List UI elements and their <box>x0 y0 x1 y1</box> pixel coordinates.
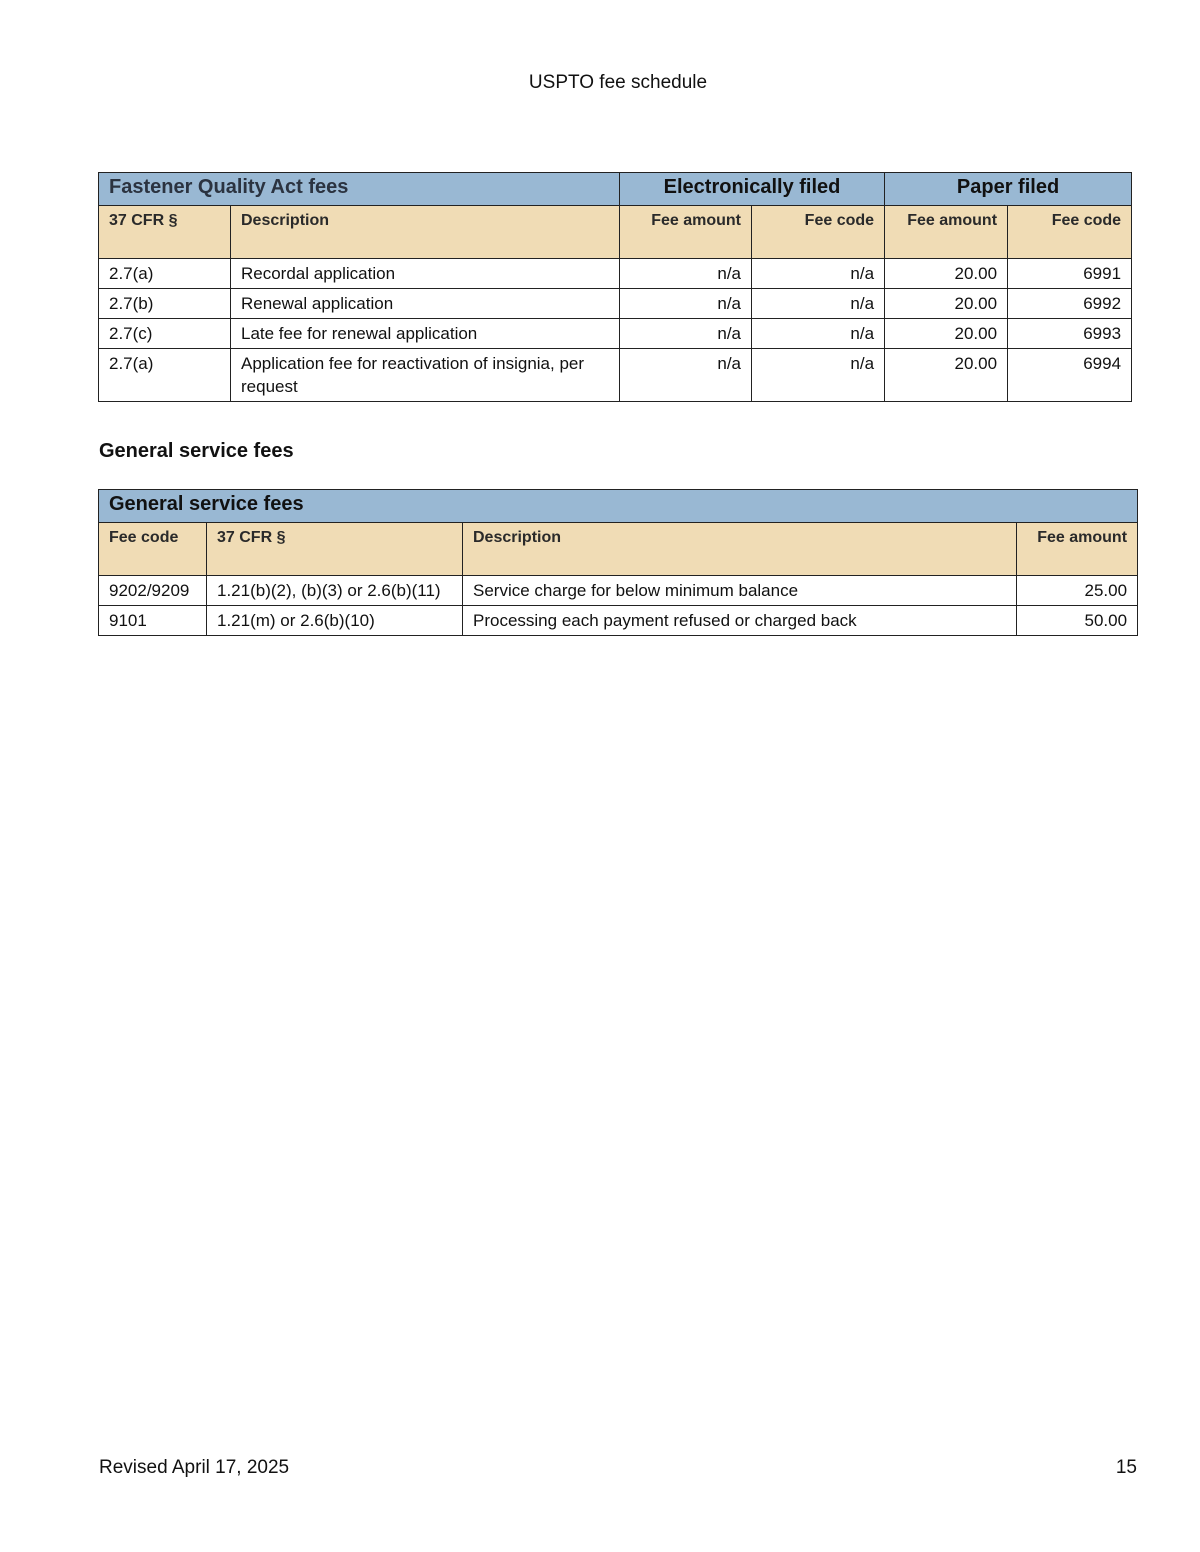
cell-electronic-fee-amount: n/a <box>620 349 752 402</box>
cell-electronic-fee-code: n/a <box>752 349 885 402</box>
table-title: Fastener Quality Act fees <box>99 173 620 206</box>
group-header-paper-filed: Paper filed <box>885 173 1132 206</box>
column-header-paper-fee-amount: Fee amount <box>885 206 1008 259</box>
column-header-description: Description <box>231 206 620 259</box>
footer-revised-date: Revised April 17, 2025 <box>99 1457 290 1478</box>
cell-paper-fee-amount: 20.00 <box>885 259 1008 289</box>
cell-paper-fee-code: 6993 <box>1008 319 1132 349</box>
cell-cfr: 1.21(b)(2), (b)(3) or 2.6(b)(11) <box>207 576 463 606</box>
table-row <box>99 259 1132 289</box>
table-title: General service fees <box>99 490 1138 523</box>
cell-fee-amount: 50.00 <box>1017 606 1138 636</box>
table-row <box>99 576 1138 606</box>
cell-description: Application fee for reactivation of insignia, per request <box>231 349 620 402</box>
table-title-row <box>99 173 1132 206</box>
cell-cfr: 2.7(a) <box>99 259 231 289</box>
cell-paper-fee-code: 6991 <box>1008 259 1132 289</box>
fastener-quality-act-fees-table <box>98 172 1132 402</box>
cell-cfr: 2.7(a) <box>99 349 231 402</box>
cell-cfr: 2.7(b) <box>99 289 231 319</box>
cell-electronic-fee-amount: n/a <box>620 259 752 289</box>
cell-description: Renewal application <box>231 289 620 319</box>
cell-description: Service charge for below minimum balance <box>463 576 1017 606</box>
page-header-title: USPTO fee schedule <box>528 72 708 93</box>
column-header-paper-fee-code: Fee code <box>1008 206 1132 259</box>
cell-electronic-fee-code: n/a <box>752 259 885 289</box>
cell-electronic-fee-code: n/a <box>752 319 885 349</box>
column-header-row <box>99 523 1138 576</box>
cell-paper-fee-code: 6994 <box>1008 349 1132 402</box>
cell-cfr: 2.7(c) <box>99 319 231 349</box>
column-header-row <box>99 206 1132 259</box>
column-header-cfr: 37 CFR § <box>99 206 231 259</box>
column-header-fee-code: Fee code <box>99 523 207 576</box>
group-header-electronically-filed: Electronically filed <box>620 173 885 206</box>
cell-fee-code: 9101 <box>99 606 207 636</box>
section-heading-general-service-fees: General service fees <box>99 440 294 462</box>
cell-paper-fee-amount: 20.00 <box>885 289 1008 319</box>
table-title-row <box>99 490 1138 523</box>
table-row <box>99 289 1132 319</box>
cell-electronic-fee-amount: n/a <box>620 289 752 319</box>
cell-electronic-fee-code: n/a <box>752 289 885 319</box>
cell-description: Late fee for renewal application <box>231 319 620 349</box>
footer-page-number: 15 <box>1115 1457 1137 1478</box>
cell-description: Recordal application <box>231 259 620 289</box>
column-header-description: Description <box>463 523 1017 576</box>
table-row <box>99 606 1138 636</box>
column-header-electronic-fee-amount: Fee amount <box>620 206 752 259</box>
general-service-fees-table <box>98 489 1138 636</box>
cell-electronic-fee-amount: n/a <box>620 319 752 349</box>
cell-paper-fee-code: 6992 <box>1008 289 1132 319</box>
cell-paper-fee-amount: 20.00 <box>885 349 1008 402</box>
column-header-fee-amount: Fee amount <box>1017 523 1138 576</box>
cell-cfr: 1.21(m) or 2.6(b)(10) <box>207 606 463 636</box>
table-row <box>99 349 1132 402</box>
column-header-cfr: 37 CFR § <box>207 523 463 576</box>
cell-description: Processing each payment refused or charged back <box>463 606 1017 636</box>
cell-fee-amount: 25.00 <box>1017 576 1138 606</box>
table-row <box>99 319 1132 349</box>
column-header-electronic-fee-code: Fee code <box>752 206 885 259</box>
cell-fee-code: 9202/9209 <box>99 576 207 606</box>
cell-paper-fee-amount: 20.00 <box>885 319 1008 349</box>
